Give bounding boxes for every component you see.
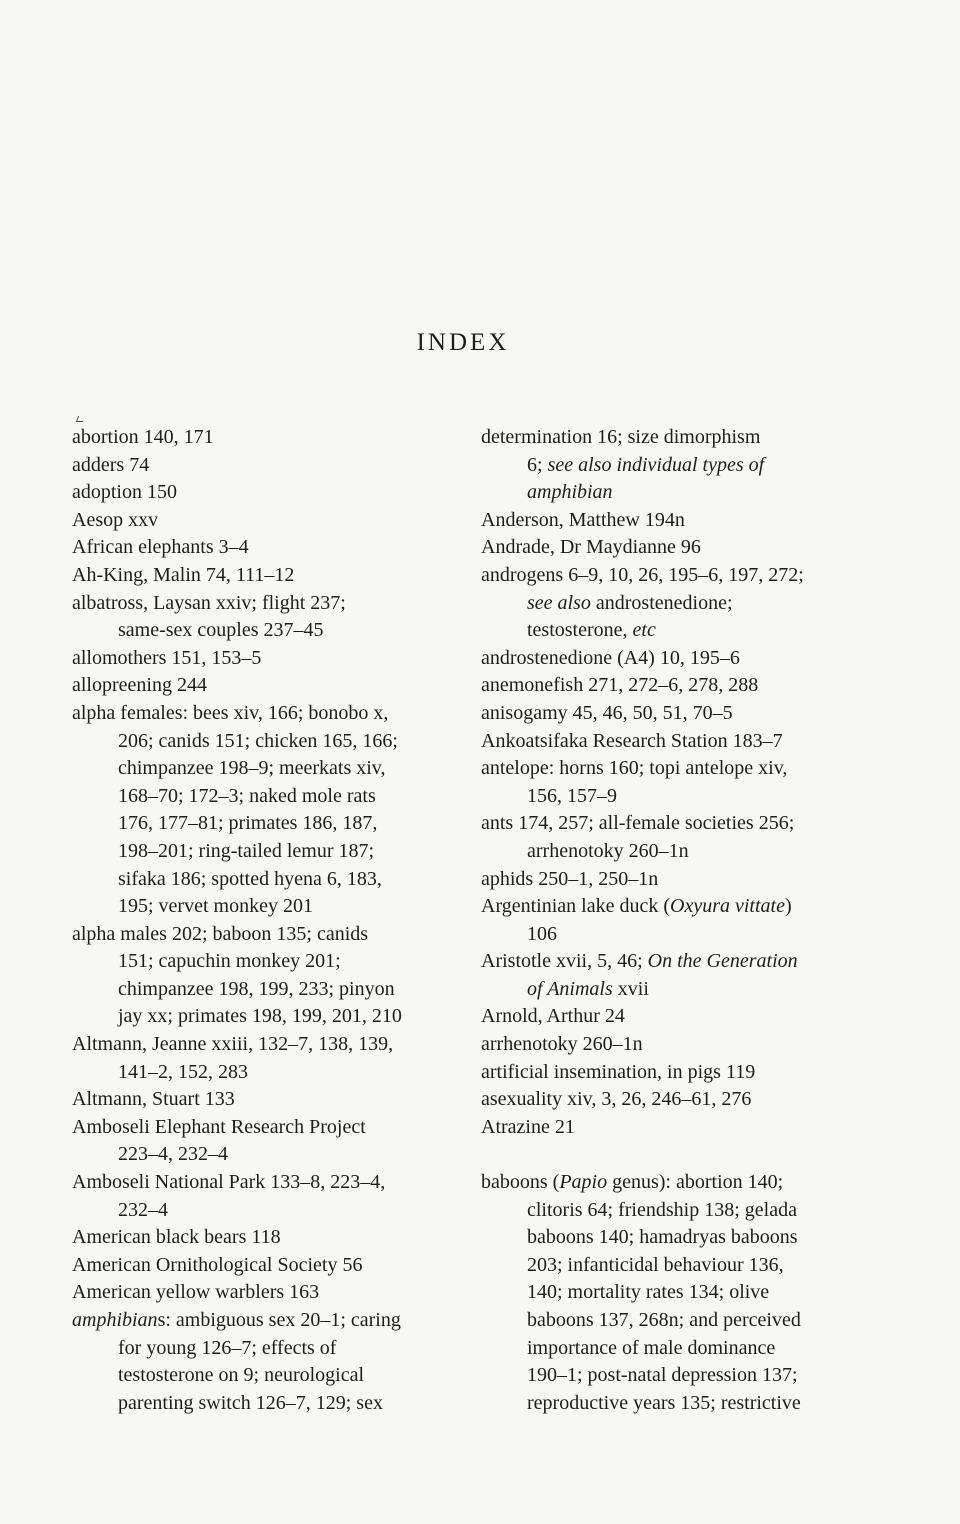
- index-entry-line: see also androstenedione;: [527, 591, 733, 614]
- index-entry-line: baboons 137, 268n; and perceived: [527, 1309, 801, 1331]
- index-column-left: [72, 424, 472, 1417]
- index-entry: [481, 866, 881, 894]
- index-entry: [72, 424, 472, 452]
- index-entry: [72, 590, 472, 645]
- index-entry-line: arrhenotoky 260–1n: [527, 839, 689, 862]
- page-title: INDEX: [416, 328, 510, 356]
- index-entry-line: anemonefish 271, 272–6, 278, 288: [481, 674, 759, 697]
- index-entry-line: artificial insemination, in pigs 119: [481, 1060, 756, 1083]
- index-entry-line: 195; vervet monkey 201: [118, 895, 313, 918]
- index-entry-line: importance of male dominance: [527, 1336, 776, 1359]
- index-entry: [72, 534, 472, 562]
- index-entry: [481, 1059, 881, 1087]
- index-entry-line: Amboseli National Park 133–8, 223–4,: [72, 1171, 386, 1194]
- index-entry-line: sifaka 186; spotted hyena 6, 183,: [118, 867, 382, 890]
- index-entry-line: clitoris 64; friendship 138; gelada: [527, 1198, 797, 1221]
- index-entry: [481, 1003, 881, 1031]
- index-entry-line: amphibians: ambiguous sex 20–1; caring: [72, 1309, 401, 1331]
- index-entry: [481, 700, 881, 728]
- index-entry-line: Argentinian lake duck (Oxyura vittate): [481, 895, 792, 918]
- index-entry-line: American black bears 118: [72, 1226, 281, 1249]
- index-entry: [481, 1086, 881, 1114]
- index-entry-line: reproductive years 135; restrictive: [527, 1391, 801, 1414]
- index-gap: [481, 1141, 881, 1169]
- index-entry-line: antelope: horns 160; topi antelope xiv,: [481, 757, 788, 780]
- index-entry-line: of Animals xvii: [527, 977, 649, 1000]
- index-entry: [72, 1086, 472, 1114]
- index-entry-line: aphids 250–1, 250–1n: [481, 867, 659, 890]
- pencil-mark-icon: [76, 416, 85, 422]
- index-entry-line: alpha females: bees xiv, 166; bonobo x,: [72, 701, 389, 724]
- index-entry: [72, 1031, 472, 1086]
- index-entry-line: Amboseli Elephant Research Project: [72, 1115, 366, 1138]
- index-entry-line: amphibian: [527, 481, 613, 504]
- index-entry-line: androstenedione (A4) 10, 195–6: [481, 646, 740, 669]
- index-entry-line: Arnold, Arthur 24: [481, 1005, 625, 1028]
- index-entry-line: androgens 6–9, 10, 26, 195–6, 197, 272;: [481, 563, 804, 586]
- index-entry-line: testosterone on 9; neurological: [118, 1364, 365, 1387]
- index-entry: [72, 452, 472, 480]
- index-entry-line: for young 126–7; effects of: [118, 1336, 337, 1359]
- index-entry-line: Aristotle xvii, 5, 46; On the Generation: [481, 950, 798, 973]
- index-entry: [481, 810, 881, 865]
- index-entry: [481, 672, 881, 700]
- index-entry-line: adoption 150: [72, 481, 177, 504]
- index-entry-line: 198–201; ring-tailed lemur 187;: [118, 839, 375, 862]
- index-entry-line: 6; see also individual types of: [527, 453, 765, 476]
- index-entry-line: chimpanzee 198, 199, 233; pinyon: [118, 977, 395, 1000]
- index-entry: [481, 645, 881, 673]
- index-entry: [72, 1307, 472, 1417]
- index-entry-line: 190–1; post-natal depression 137;: [527, 1364, 798, 1387]
- index-entry-line: 232–4: [118, 1198, 168, 1221]
- index-entry: [72, 507, 472, 535]
- index-entry-line: same-sex couples 237–45: [118, 619, 324, 642]
- index-entry-line: Altmann, Stuart 133: [72, 1088, 235, 1111]
- index-entry-line: 206; canids 151; chicken 165, 166;: [118, 729, 398, 752]
- index-entry-line: Atrazine 21: [481, 1115, 575, 1138]
- index-entry: [72, 562, 472, 590]
- index-entry: [72, 1224, 472, 1252]
- index-entry-line: 203; infanticidal behaviour 136,: [527, 1253, 784, 1276]
- index-entry: [481, 534, 881, 562]
- index-entry: [481, 728, 881, 756]
- index-entry-line: 106: [527, 922, 557, 945]
- index-entry-line: 156, 157–9: [527, 784, 617, 807]
- index-entry-line: Altmann, Jeanne xxiii, 132–7, 138, 139,: [72, 1033, 394, 1056]
- index-entry: [72, 645, 472, 673]
- index-entry-line: African elephants 3–4: [72, 536, 249, 559]
- index-entry: [72, 1279, 472, 1307]
- index-entry: [72, 1252, 472, 1280]
- index-entry-line: 176, 177–81; primates 186, 187,: [118, 812, 378, 835]
- index-entry: [72, 479, 472, 507]
- index-entry: [72, 1114, 472, 1169]
- index-entry: [72, 700, 472, 921]
- index-entry-line: baboons (Papio genus): abortion 140;: [481, 1171, 784, 1194]
- index-entry-line: American yellow warblers 163: [72, 1281, 320, 1304]
- index-entry-line: Andrade, Dr Maydianne 96: [481, 536, 701, 559]
- index-entry-line: determination 16; size dimorphism: [481, 426, 761, 448]
- index-entry-line: Ankoatsifaka Research Station 183–7: [481, 729, 783, 752]
- index-entry-line: 223–4, 232–4: [118, 1143, 228, 1166]
- index-entry: [72, 672, 472, 700]
- index-entry-line: albatross, Laysan xxiv; flight 237;: [72, 591, 346, 614]
- index-entry-line: ants 174, 257; all-female societies 256;: [481, 812, 795, 835]
- index-entry-line: American Ornithological Society 56: [72, 1253, 363, 1276]
- index-entry-line: adders 74: [72, 453, 150, 476]
- index-entry-line: arrhenotoky 260–1n: [481, 1033, 643, 1056]
- index-entry: [481, 424, 881, 507]
- index-entry-line: baboons 140; hamadryas baboons: [527, 1226, 798, 1249]
- index-entry-line: 140; mortality rates 134; olive: [527, 1281, 770, 1304]
- index-entry-line: parenting switch 126–7, 129; sex: [118, 1391, 383, 1414]
- index-entry-line: Anderson, Matthew 194n: [481, 508, 685, 531]
- index-entry: [481, 562, 881, 645]
- index-entry-line: jay xx; primates 198, 199, 201, 210: [118, 1005, 402, 1028]
- index-entry-line: chimpanzee 198–9; meerkats xiv,: [118, 757, 386, 780]
- index-entry-line: Aesop xxv: [72, 508, 159, 531]
- index-entry: [481, 1031, 881, 1059]
- index-entry-line: 151; capuchin monkey 201;: [118, 950, 341, 973]
- index-entry-line: testosterone, etc: [527, 619, 656, 642]
- index-entry: [481, 1169, 881, 1417]
- index-entry-line: anisogamy 45, 46, 50, 51, 70–5: [481, 701, 733, 724]
- index-entry-line: Ah-King, Malin 74, 111–12: [72, 563, 295, 586]
- index-entry: [72, 1169, 472, 1224]
- index-entry: [481, 755, 881, 810]
- index-entry: [72, 921, 472, 1031]
- index-entry-line: 168–70; 172–3; naked mole rats: [118, 784, 376, 807]
- index-entry-line: alpha males 202; baboon 135; canids: [72, 922, 369, 945]
- index-entry-line: asexuality xiv, 3, 26, 246–61, 276: [481, 1088, 752, 1111]
- index-entry-line: abortion 140, 171: [72, 426, 214, 448]
- index-entry-line: allomothers 151, 153–5: [72, 646, 262, 669]
- index-entry-line: allopreening 244: [72, 674, 207, 697]
- index-entry-line: 141–2, 152, 283: [118, 1060, 248, 1083]
- index-entry: [481, 948, 881, 1003]
- index-entry: [481, 507, 881, 535]
- index-column-right: [481, 424, 881, 1417]
- index-entry: [481, 893, 881, 948]
- index-entry: [481, 1114, 881, 1142]
